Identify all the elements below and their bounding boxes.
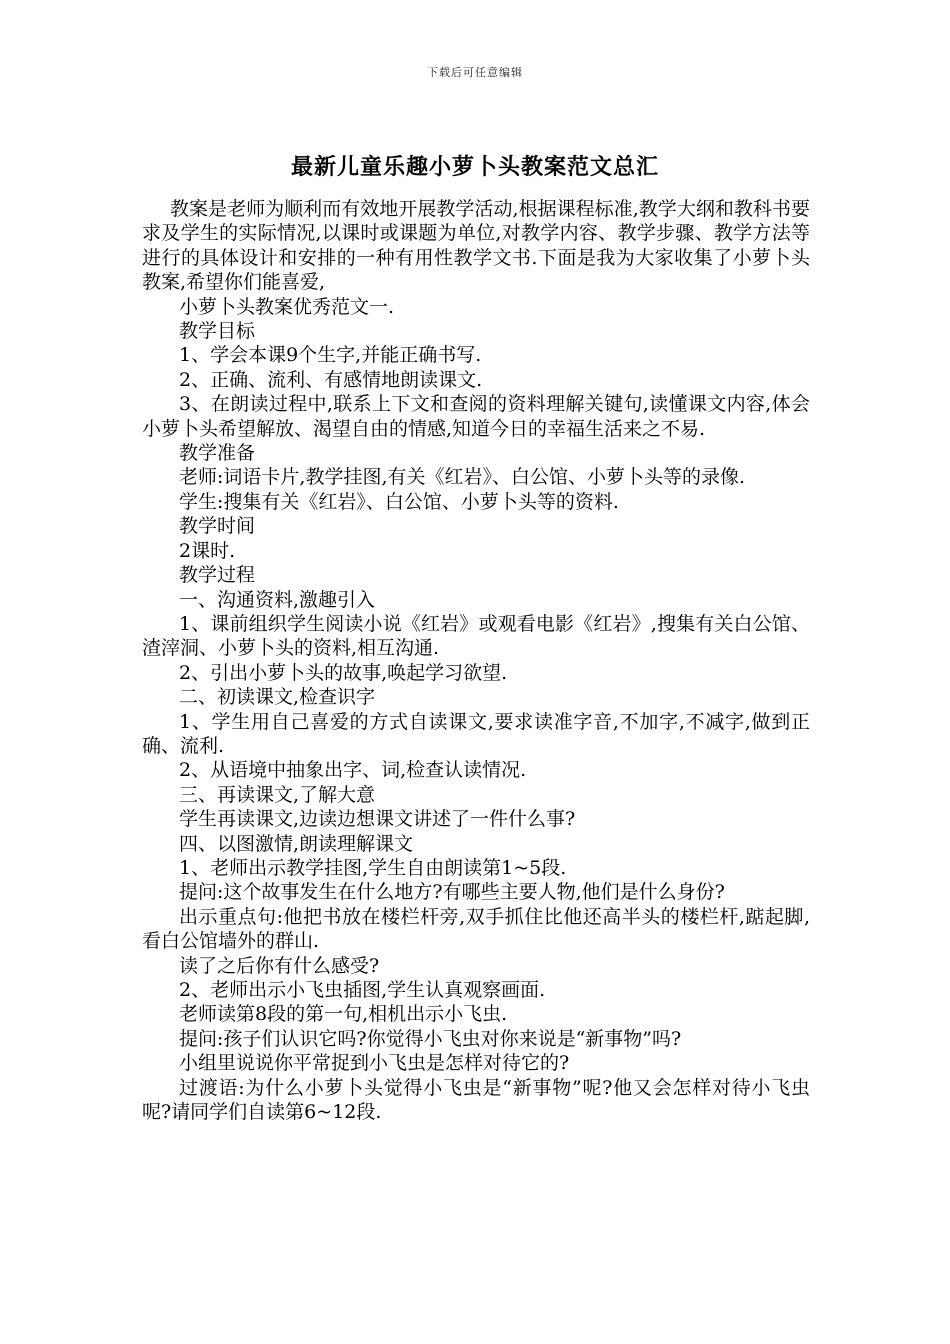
header-note: 下载后可任意编辑 <box>427 66 523 79</box>
paragraph: 老师:词语卡片,教学挂图,有关《红岩》、白公馆、小萝卜头等的录像. <box>179 466 746 489</box>
step-heading: 三、再读课文,了解大意 <box>179 783 376 806</box>
paragraph: 学生再读课文,边读边想课文讲述了一件什么事? <box>179 808 576 831</box>
document-title: 最新儿童乐趣小萝卜头教案范文总汇 <box>290 154 659 180</box>
paragraph: 2、引出小萝卜头的故事,唤起学习欲望. <box>179 661 508 684</box>
section-heading: 教学准备 <box>179 442 256 465</box>
section-heading: 教学过程 <box>179 564 256 587</box>
paragraph: 1、课前组织学生阅读小说《红岩》或观看电影《红岩》,搜集有关白公馆、渣滓洞、小萝卜头的资料,相互沟通. <box>142 612 810 660</box>
section-heading: 教学目标 <box>179 320 256 343</box>
paragraph: 3、在朗读过程中,联系上下文和查阅的资料理解关键句,读懂课文内容,体会小萝卜头希望解放、渴望自由的情感,知道今日的幸福生活来之不易. <box>142 393 810 440</box>
step-heading: 二、初读课文,检查识字 <box>179 686 376 709</box>
paragraph: 提问:孩子们认识它吗?你觉得小飞虫对你来说是“新事物”吗? <box>179 1027 682 1050</box>
section-heading: 教学时间 <box>179 515 256 538</box>
paragraph: 老师读第8段的第一句,相机出示小飞虫. <box>179 1003 508 1026</box>
paragraph: 2课时. <box>179 539 236 562</box>
paragraph-intro: 教案是老师为顺利而有效地开展教学活动,根据课程标准,教学大纲和教科书要求及学生的实际情况,以课时或课题为单位,对教学内容、教学步骤、教学方法等进行的具体设计和安排的一种有用性教学文书.下面是我为大家收集了小萝卜头教案,希望你们能喜爱, <box>142 198 810 294</box>
step-heading: 四、以图激情,朗读理解课文 <box>179 832 414 855</box>
paragraph: 1、学生用自己喜爱的方式自读课文,要求读准字音,不加字,不减字,做到正确、流利. <box>142 710 810 757</box>
step-heading: 一、沟通资料,激趣引入 <box>179 588 376 611</box>
paragraph: 2、正确、流利、有感情地朗读课文. <box>179 368 483 391</box>
paragraph: 读了之后你有什么感受? <box>179 954 380 977</box>
paragraph: 2、老师出示小飞虫插图,学生认真观察画面. <box>179 979 546 1001</box>
paragraph: 2、从语境中抽象出字、词,检查认读情况. <box>179 759 527 782</box>
paragraph: 1、老师出示教学挂图,学生自由朗读第1~5段. <box>179 856 567 879</box>
paragraph: 小组里说说你平常捉到小飞虫是怎样对待它的? <box>179 1052 570 1075</box>
paragraph: 1、学会本课9个生字,并能正确书写. <box>179 344 482 367</box>
paragraph: 过渡语:为什么小萝卜头觉得小飞虫是“新事物”呢?他又会怎样对待小飞虫呢?请同学们自读第6~12段. <box>142 1076 810 1124</box>
paragraph: 学生:搜集有关《红岩》、白公馆、小萝卜头等的资料. <box>179 490 619 513</box>
paragraph: 出示重点句:他把书放在楼栏杆旁,双手抓住比他还高半头的楼栏杆,踮起脚,看白公馆墙外的群山. <box>142 905 810 953</box>
paragraph: 提问:这个故事发生在什么地方?有哪些主要人物,他们是什么身份? <box>179 881 725 904</box>
paragraph: 小萝卜头教案优秀范文一. <box>179 295 395 318</box>
document-body <box>142 197 810 1124</box>
